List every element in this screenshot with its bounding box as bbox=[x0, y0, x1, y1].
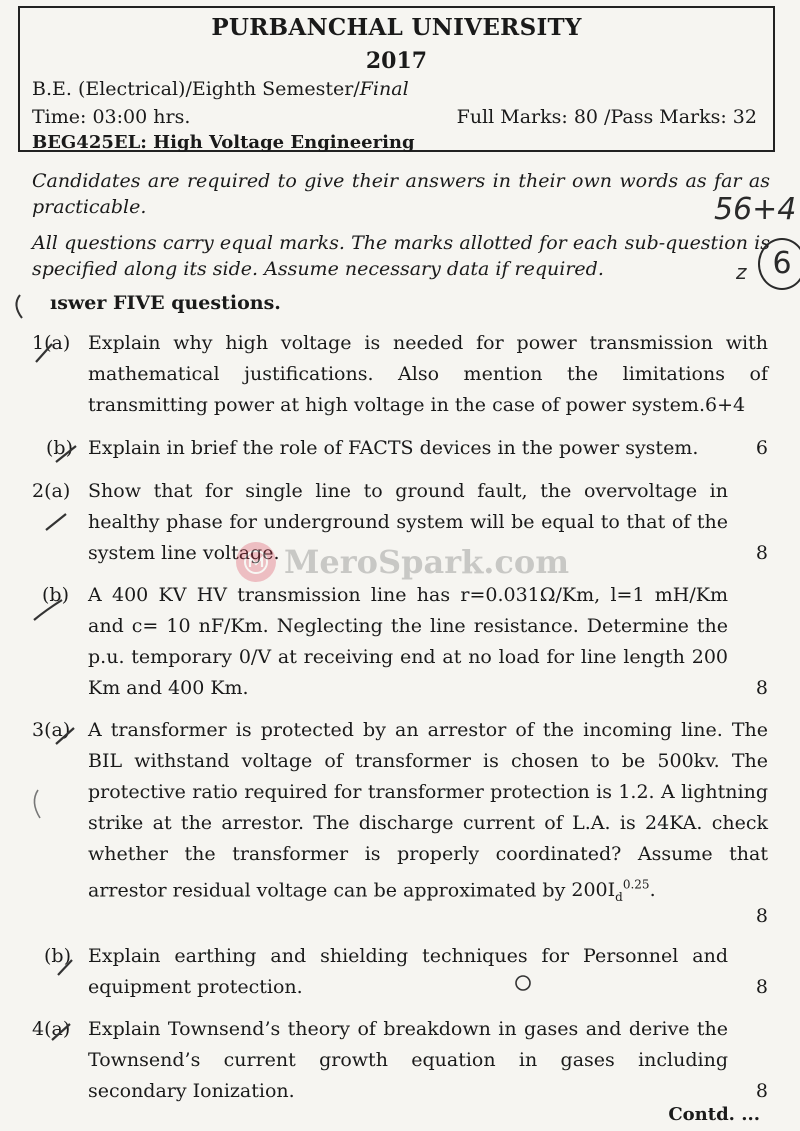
formula-end: . bbox=[649, 879, 656, 902]
tick-mark-3b bbox=[58, 960, 72, 975]
instruction-attempt: ıswer FIVE questions. bbox=[50, 292, 281, 314]
exam-time: Time: 03:00 hrs. bbox=[32, 106, 191, 128]
question-body: Explain earthing and shielding techniques for Personnel and equipment protection. bbox=[88, 945, 728, 998]
handwritten-circle-mark bbox=[516, 976, 530, 990]
tick-mark-4a bbox=[52, 1024, 70, 1040]
program-final: Final bbox=[359, 78, 409, 100]
formula-subscript: d bbox=[615, 890, 623, 905]
continued-label: Contd. ... bbox=[668, 1104, 760, 1125]
subject-code-title: BEG425EL: High Voltage Engineering bbox=[32, 132, 415, 153]
handwritten-mark: z bbox=[736, 260, 747, 284]
question-marks: 8 bbox=[755, 976, 768, 998]
instruction-own-words: Candidates are required to give their answers in their own words as far as practicable. bbox=[32, 170, 770, 218]
handwritten-score-note: 56+4 bbox=[714, 192, 797, 227]
question-label: (b) bbox=[44, 945, 71, 967]
question-label: 2(a) bbox=[32, 480, 71, 502]
question-body: Show that for single line to ground fault, the overvoltage in healthy phase for underground system will be equal to that of the system line voltage. bbox=[88, 480, 728, 564]
tick-mark-1a bbox=[36, 344, 52, 362]
question-marks: 6+4 bbox=[704, 394, 746, 416]
tick-mark-1b bbox=[56, 446, 76, 462]
question-marks: 8 bbox=[755, 542, 768, 564]
question-marks: 8 bbox=[755, 1080, 768, 1102]
question-body: Explain why high voltage is needed for power transmission with mathematical justifications. Also mention the limitations of transmitting power at high voltage in the case of power system. bbox=[88, 332, 768, 416]
instruction-equal-marks: All questions carry equal marks. The marks allotted for each sub-question is specified along its side. Assume necessary data if required. bbox=[32, 232, 770, 280]
formula-exponent: 0.25 bbox=[622, 878, 650, 892]
question-marks: 8 bbox=[755, 677, 768, 699]
program-prefix: B.E. (Electrical)/Eighth Semester/ bbox=[32, 78, 360, 100]
question-body: Explain in brief the role of FACTS devices in the power system. bbox=[88, 437, 699, 459]
bracket-mark bbox=[16, 295, 22, 318]
tick-mark-2b bbox=[34, 600, 62, 620]
question-marks: 8 bbox=[755, 905, 768, 927]
question-body: A transformer is protected by an arrestor of the incoming line. The BIL withstand voltage of transformer is chosen to be 500kv. The protective ratio required for transformer protection is 1.2. A lightning strike at the arrestor. The discharge current of L.A. is 24KA. check whether the transformer is properly coordinated? Assume that arrestor residual voltage can be approximated by bbox=[88, 719, 768, 902]
watermark-text: MeroSpark.com bbox=[284, 543, 570, 581]
question-label: 4(a) bbox=[32, 1018, 71, 1040]
question-label: (b) bbox=[46, 437, 73, 459]
formula-base: 200I bbox=[571, 879, 616, 902]
university-name: PURBANCHAL UNIVERSITY bbox=[211, 14, 582, 41]
exam-year: 2017 bbox=[365, 48, 428, 74]
question-body: Explain Townsend’s theory of breakdown in gases and derive the Townsend’s current growth equation in gases including secondary Ionization. bbox=[88, 1018, 728, 1102]
faint-mark bbox=[34, 790, 40, 818]
question-body: A 400 KV HV transmission line has r=0.031Ω/Km, l=1 mH/Km and c= 10 nF/Km. Neglecting the line resistance. Determine the p.u. temporary 0/V at receiving end at no load for line length 200 Km and 400 Km. bbox=[88, 584, 728, 699]
tick-mark-2a bbox=[46, 514, 66, 530]
question-label: 3(a) bbox=[32, 719, 71, 741]
question-label: 1(a) bbox=[32, 332, 71, 354]
tick-mark-3a bbox=[56, 728, 74, 744]
question-marks: 6 bbox=[755, 437, 768, 459]
exam-marks: Full Marks: 80 /Pass Marks: 32 bbox=[456, 106, 757, 128]
question-label: (b) bbox=[42, 584, 69, 606]
handwritten-circled-number: 6 bbox=[758, 238, 800, 290]
